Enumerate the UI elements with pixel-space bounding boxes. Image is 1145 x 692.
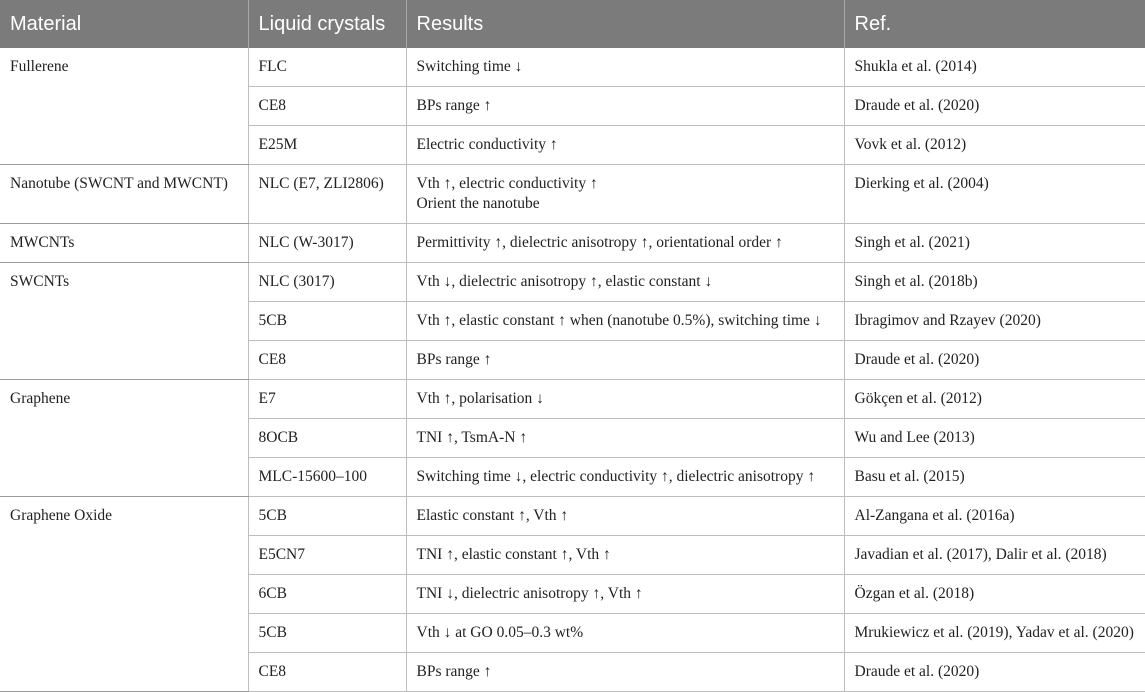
lc-cell: FLC (248, 48, 406, 87)
results-cell (406, 165, 844, 224)
results-cell: TNI ↓, dielectric anisotropy ↑, Vth ↑ (406, 575, 844, 614)
results-cell: Vth ↑, polarisation ↓ (406, 380, 844, 419)
lc-cell: E5CN7 (248, 536, 406, 575)
results-cell: Vth ↑, elastic constant ↑ when (nanotube 0.5%), switching time ↓ (406, 302, 844, 341)
table-body (0, 48, 1145, 692)
results-cell: Electric conductivity ↑ (406, 126, 844, 165)
results-cell: TNI ↑, elastic constant ↑, Vth ↑ (406, 536, 844, 575)
ref-cell: Shukla et al. (2014) (844, 48, 1145, 87)
results-cell: Permittivity ↑, dielectric anisotropy ↑, orientational order ↑ (406, 224, 844, 263)
results-line: Vth ↑, electric conductivity ↑ (416, 175, 598, 192)
lc-cell: 6CB (248, 575, 406, 614)
ref-cell: Basu et al. (2015) (844, 458, 1145, 497)
table-row (0, 263, 1145, 302)
lc-cell: CE8 (248, 653, 406, 692)
lc-cell: 5CB (248, 302, 406, 341)
ref-cell: Draude et al. (2020) (844, 653, 1145, 692)
results-cell: Vth ↓ at GO 0.05–0.3 wt% (406, 614, 844, 653)
lc-cell: CE8 (248, 87, 406, 126)
lc-cell: 5CB (248, 614, 406, 653)
results-cell: Switching time ↓ (406, 48, 844, 87)
lc-cell: 8OCB (248, 419, 406, 458)
lc-cell: E7 (248, 380, 406, 419)
lc-cell: 5CB (248, 497, 406, 536)
table-row (0, 48, 1145, 87)
ref-cell: Singh et al. (2018b) (844, 263, 1145, 302)
ref-cell: Ibragimov and Rzayev (2020) (844, 302, 1145, 341)
ref-cell: Al-Zangana et al. (2016a) (844, 497, 1145, 536)
lc-cell: MLC-15600–100 (248, 458, 406, 497)
ref-cell: Draude et al. (2020) (844, 87, 1145, 126)
ref-cell: Dierking et al. (2004) (844, 165, 1145, 224)
results-cell: Elastic constant ↑, Vth ↑ (406, 497, 844, 536)
header-liquid-crystals: Liquid crystals (248, 0, 406, 48)
table-row (0, 497, 1145, 536)
material-cell: Graphene (0, 380, 248, 497)
ref-cell: Mrukiewicz et al. (2019), Yadav et al. (2020) (844, 614, 1145, 653)
ref-cell: Singh et al. (2021) (844, 224, 1145, 263)
lc-cell: NLC (W-3017) (248, 224, 406, 263)
lc-cell: E25M (248, 126, 406, 165)
material-cell: Nanotube (SWCNT and MWCNT) (0, 165, 248, 224)
table-header (0, 0, 1145, 48)
table-row (0, 224, 1145, 263)
ref-cell: Özgan et al. (2018) (844, 575, 1145, 614)
material-cell: SWCNTs (0, 263, 248, 380)
lc-cell: NLC (3017) (248, 263, 406, 302)
material-cell: Graphene Oxide (0, 497, 248, 692)
results-cell: Switching time ↓, electric conductivity ↑, dielectric anisotropy ↑ (406, 458, 844, 497)
lc-cell: NLC (E7, ZLI2806) (248, 165, 406, 224)
header-ref: Ref. (844, 0, 1145, 48)
results-line: Orient the nanotube (416, 195, 540, 212)
results-cell: TNI ↑, TsmA-N ↑ (406, 419, 844, 458)
header-results: Results (406, 0, 844, 48)
ref-cell: Draude et al. (2020) (844, 341, 1145, 380)
ref-cell: Wu and Lee (2013) (844, 419, 1145, 458)
ref-cell: Vovk et al. (2012) (844, 126, 1145, 165)
table-row (0, 165, 1145, 224)
material-cell: MWCNTs (0, 224, 248, 263)
ref-cell: Gökçen et al. (2012) (844, 380, 1145, 419)
material-cell: Fullerene (0, 48, 248, 165)
lc-cell: CE8 (248, 341, 406, 380)
header-row (0, 0, 1145, 48)
header-material: Material (0, 0, 248, 48)
results-cell: BPs range ↑ (406, 341, 844, 380)
ref-cell: Javadian et al. (2017), Dalir et al. (2018) (844, 536, 1145, 575)
results-cell: Vth ↓, dielectric anisotropy ↑, elastic constant ↓ (406, 263, 844, 302)
table-row (0, 380, 1145, 419)
results-cell: BPs range ↑ (406, 87, 844, 126)
results-cell: BPs range ↑ (406, 653, 844, 692)
